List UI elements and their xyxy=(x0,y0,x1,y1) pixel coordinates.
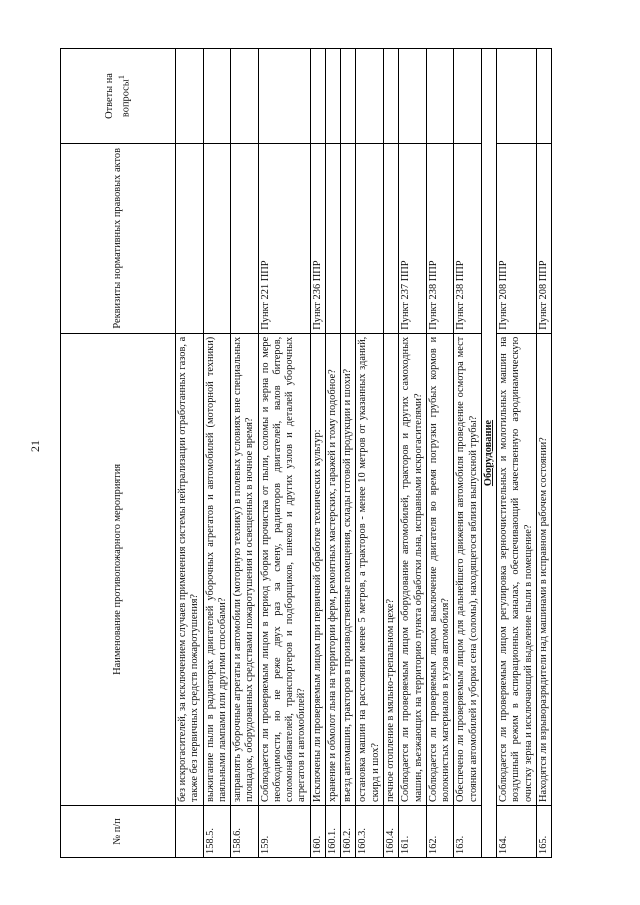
row-text: Исключены ли проверяемым лицом при первичной обработке технических культур: xyxy=(310,333,325,805)
row-answer-cell xyxy=(258,49,310,144)
table-row xyxy=(454,49,482,858)
table-row xyxy=(325,49,340,858)
row-requisites xyxy=(341,143,356,333)
row-number: 160.4. xyxy=(383,806,398,858)
row-number: 165. xyxy=(536,806,551,858)
checklist-table xyxy=(60,48,552,858)
row-number: 161. xyxy=(399,806,427,858)
row-answer-cell xyxy=(310,49,325,144)
row-text: без искрогасителей, за исключением случаев применения системы нейтрализации отработанных газов, а также без первичных средств пожаротушения? xyxy=(176,333,204,805)
row-number: 158.5. xyxy=(203,806,231,858)
row-answer-cell xyxy=(426,49,454,144)
table-row xyxy=(258,49,310,858)
table-row xyxy=(310,49,325,858)
row-number: 160.3. xyxy=(356,806,384,858)
table-header-row xyxy=(61,49,176,858)
section-title: Оборудование xyxy=(481,49,496,858)
table-row xyxy=(383,49,398,858)
row-number: 160. xyxy=(310,806,325,858)
row-requisites xyxy=(383,143,398,333)
row-text: Соблюдается ли проверяемым лицом в период уборки прочистка от пыли, соломы и зерна по мере необходимости, но не реже двух раз за смену, радиаторов двигателей, валов битеров, соломонабивателей, транспортеров и подборщиков, шнеков и других узлов и деталей уборочных агрегатов и автомобилей? xyxy=(258,333,310,805)
row-text: заправлять уборочные агрегаты и автомобили (моторную технику) в полевых условиях вне специальных площадок, оборудованных средствами пожаротушения и освещенных в ночное время? xyxy=(231,333,259,805)
row-requisites: Пункт 221 ППР xyxy=(258,143,310,333)
row-text: Обеспечено ли проверяемым лицом для дальнейшего движения автомобиля проведение осмотра мест стоянки автомобилей и уборки сена (соломы), находящегося вблизи выпускной трубы? xyxy=(454,333,482,805)
row-text: Находятся ли взрыворазрядители над машинами в исправном рабочем состоянии? xyxy=(536,333,551,805)
row-answer-cell xyxy=(454,49,482,144)
row-requisites: Пункт 238 ППР xyxy=(426,143,454,333)
row-answer-cell xyxy=(383,49,398,144)
row-requisites xyxy=(231,143,259,333)
row-number: 158.6. xyxy=(231,806,259,858)
section-row xyxy=(481,49,496,858)
row-answer-cell xyxy=(325,49,340,144)
row-number: 163. xyxy=(454,806,482,858)
row-text: Соблюдается ли проверяемым лицом регулировка зерноочистительных и молотильных машин на воздушный режим в аспирационных каналах, обеспечивающий качественную аэродинамическую очистку зерна и исключающий выделение пыли в помещение? xyxy=(497,333,537,805)
row-requisites xyxy=(203,143,231,333)
row-answer-cell xyxy=(536,49,551,144)
row-requisites: Пункт 208 ППР xyxy=(497,143,537,333)
table-row xyxy=(231,49,259,858)
header-name: Наименование противопожарного мероприятия xyxy=(61,333,176,805)
row-text: выжигание пыли в радиаторах двигателей уборочных агрегатов и автомобилей (моторной техники) паяльными лампами или другими способами? xyxy=(203,333,231,805)
header-answers: Ответы на вопросы$^1$ xyxy=(61,49,176,144)
row-requisites xyxy=(176,143,204,333)
row-number: 159. xyxy=(258,806,310,858)
row-text: хранение и обмолот льна на территории ферм, ремонтных мастерских, гаражей и тому подобное? xyxy=(325,333,340,805)
row-answer-cell xyxy=(176,49,204,144)
row-answer-cell xyxy=(497,49,537,144)
row-requisites: Пункт 236 ППР xyxy=(310,143,325,333)
row-requisites: Пункт 208 ППР xyxy=(536,143,551,333)
row-text: Соблюдается ли проверяемым лицом оборудование автомобилей, тракторов и других самоходных машин, въезжающих на территорию пункта обработки льна, исправными искрогасителями? xyxy=(399,333,427,805)
table-row xyxy=(536,49,551,858)
row-requisites: Пункт 237 ППР xyxy=(399,143,427,333)
table-row xyxy=(176,49,204,858)
row-answer-cell xyxy=(341,49,356,144)
rotated-table-wrapper xyxy=(60,48,600,858)
row-text: остановка машин на расстоянии менее 5 метров, а тракторов - менее 10 метров от указанных зданий, скирд и шох? xyxy=(356,333,384,805)
header-requisites: Реквизиты нормативных правовых актов xyxy=(61,143,176,333)
row-answer-cell xyxy=(203,49,231,144)
row-answer-cell xyxy=(231,49,259,144)
footnote-mark: 1 xyxy=(115,74,126,80)
header-num: № п/п xyxy=(61,806,176,858)
row-number xyxy=(176,806,204,858)
table-row xyxy=(399,49,427,858)
table-row xyxy=(341,49,356,858)
row-number: 164. xyxy=(497,806,537,858)
table-row xyxy=(426,49,454,858)
row-answer-cell xyxy=(356,49,384,144)
row-requisites xyxy=(325,143,340,333)
table-row xyxy=(203,49,231,858)
page-number: 21 xyxy=(28,440,42,452)
row-number: 160.2. xyxy=(341,806,356,858)
row-text: печное отопление в мяльно-трепальном цехе? xyxy=(383,333,398,805)
row-number: 162. xyxy=(426,806,454,858)
row-requisites xyxy=(356,143,384,333)
row-text: въезд автомашин, тракторов в производственные помещения, склады готовой продукции и шохи? xyxy=(341,333,356,805)
row-number: 160.1. xyxy=(325,806,340,858)
row-requisites: Пункт 238 ППР xyxy=(454,143,482,333)
table-row xyxy=(356,49,384,858)
table-row xyxy=(497,49,537,858)
row-text: Соблюдается ли проверяемым лицом выключение двигателя во время погрузки грубых кормов и волокнистых материалов в кузов автомобиля? xyxy=(426,333,454,805)
row-answer-cell xyxy=(399,49,427,144)
